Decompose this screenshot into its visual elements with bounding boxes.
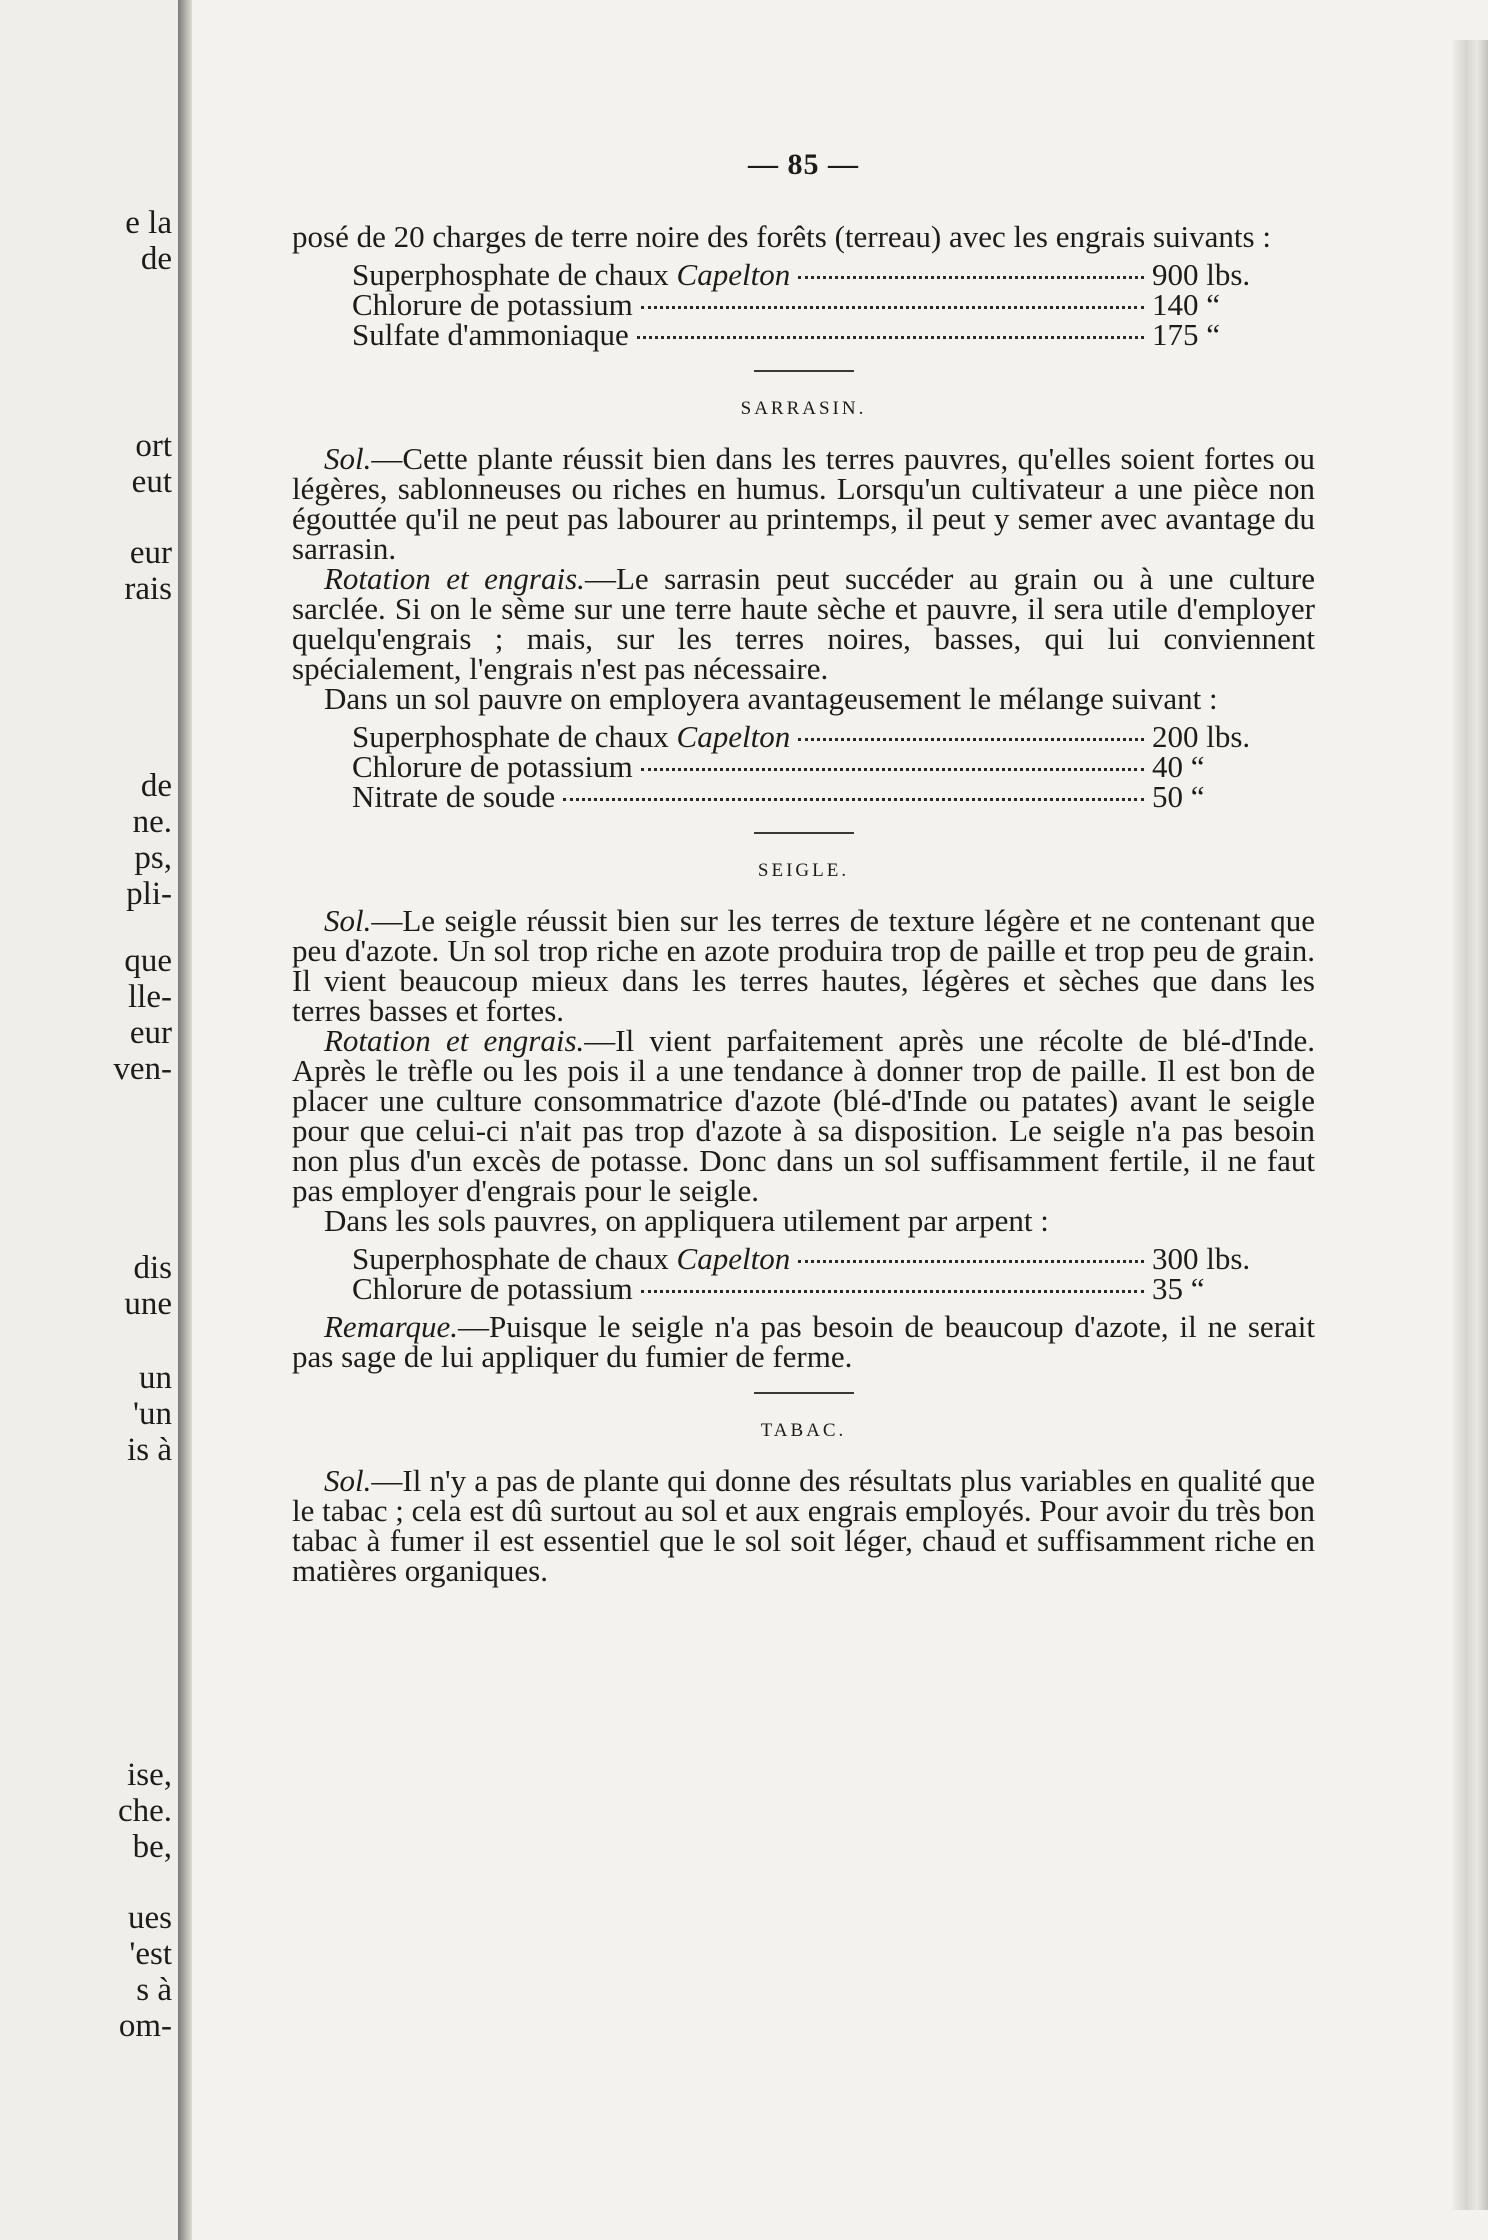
- left-page-fragment: pli-: [126, 876, 172, 912]
- section-divider: [754, 370, 854, 372]
- page-number: — 85 —: [748, 148, 859, 181]
- recipe-row: [352, 719, 1252, 754]
- section-title-sarrasin: SARRASIN.: [740, 398, 867, 419]
- left-page-fragment: be,: [132, 1829, 172, 1865]
- left-page-fragment: que: [124, 943, 172, 979]
- recipe-item-name: Chlorure de potassium: [352, 287, 633, 322]
- left-page-fragment: rais: [124, 571, 172, 607]
- recipe-item-name: Superphosphate de chaux Capelton: [352, 719, 791, 754]
- sarrasin-rotation-paragraph: Rotation et engrais.—Le sarrasin peut succéder au grain ou à une culture sarclée. Si on le sème sur une terre haute sèche et pauvre, il sera utile d'employer quelqu'engrais ; mais, sur les terres noires, basses, qui lui conviennent spécialement, l'engrais n'est pas nécessaire.: [292, 561, 1315, 686]
- leader-dots: [641, 1290, 1144, 1293]
- section-title-tabac: TABAC.: [760, 1420, 847, 1441]
- seigle-rotation-paragraph: Rotation et engrais.—Il vient parfaitement après une récolte de blé-d'Inde. Après le trèfle ou les pois il a une tendance à donner trop de paille. Il est bon de placer une culture consommatrice d'azote (blé-d'Inde ou patates) avant le seigle pour que celui-ci n'ait pas trop d'azote à sa disposition. Le seigle n'a pas besoin non plus d'un excès de potasse. Donc dans un sol suffisamment fertile, il ne faut pas employer d'engrais pour le seigle.: [292, 1023, 1316, 1208]
- seigle-remarque-paragraph: Remarque.—Puisque le seigle n'a pas besoin de beaucoup d'azote, il ne serait pas sage de lui appliquer du fumier de ferme.: [292, 1309, 1315, 1374]
- left-page-fragment: eur: [129, 1015, 172, 1051]
- intro-paragraph: posé de 20 charges de terre noire des forêts (terreau) avec les engrais suivants :: [292, 219, 1271, 254]
- leader-dots: [798, 738, 1144, 741]
- left-page-fragment: un: [139, 1360, 172, 1396]
- tabac-sol-paragraph: Sol.—Il n'y a pas de plante qui donne des résultats plus variables en qualité que le tabac ; cela est dû surtout au sol et aux engrais employés. Pour avoir du très bon tabac à fumer il est essentiel que le sol soit léger, chaud et suffisamment riche en matières organiques.: [292, 1463, 1315, 1588]
- left-page-fragment: ne.: [132, 804, 172, 840]
- left-page-fragment: dis: [133, 1250, 172, 1286]
- left-page-fragment: ise,: [127, 1757, 172, 1793]
- recipe-row: [352, 287, 1252, 322]
- recipe-item-quantity: 900 lbs.: [1152, 257, 1251, 292]
- recipe-item-quantity: 200 lbs.: [1152, 719, 1251, 754]
- recipe-item-quantity: 35 “: [1152, 1271, 1205, 1306]
- leader-dots: [563, 798, 1144, 801]
- left-page-fragment: 'est: [129, 1936, 172, 1972]
- left-page-fragment: is à: [127, 1432, 172, 1468]
- left-page-fragment: de: [140, 768, 172, 804]
- recipe-item-name: Sulfate d'ammoniaque: [352, 317, 629, 352]
- page-edge: [1452, 40, 1488, 2210]
- left-page-fragment: lle-: [128, 979, 172, 1015]
- leader-dots: [641, 768, 1144, 771]
- page-content: [292, 150, 1315, 1586]
- recipe-item-quantity: 300 lbs.: [1152, 1241, 1251, 1276]
- leader-dots: [798, 276, 1144, 279]
- recipe-item-quantity: 140 “: [1152, 287, 1221, 322]
- left-page-fragment: om-: [118, 2008, 172, 2044]
- recipe-item-quantity: 40 “: [1152, 749, 1205, 784]
- left-page-fragment: ort: [135, 428, 172, 464]
- recipe-row: [352, 779, 1252, 814]
- left-page-fragment: de: [140, 241, 172, 277]
- recipe-item-name: Superphosphate de chaux Capelton: [352, 1241, 791, 1276]
- left-facing-page: [0, 0, 178, 2240]
- recipe-row: [352, 257, 1252, 292]
- recipe-item-name: Chlorure de potassium: [352, 749, 633, 784]
- recipe-item-quantity: 50 “: [1152, 779, 1205, 814]
- recipe-row: [352, 749, 1252, 784]
- left-page-fragment: ps,: [134, 840, 172, 876]
- recipe-item-quantity: 175 “: [1152, 317, 1221, 352]
- book-gutter: [178, 0, 192, 2240]
- section-divider: [754, 1392, 854, 1394]
- fertilizer-recipe-1: [352, 257, 1315, 352]
- section-title-seigle: SEIGLE.: [757, 860, 850, 881]
- left-page-fragment: eur: [129, 535, 172, 571]
- right-page: [192, 0, 1488, 2240]
- section-divider: [754, 832, 854, 834]
- left-page-fragment: ven-: [113, 1051, 172, 1087]
- seigle-sol-paragraph: Sol.—Le seigle réussit bien sur les terres de texture légère et ne contenant que peu d'azote. Un sol trop riche en azote produira trop de paille et trop peu de grain. Il vient beaucoup mieux dans les terres hautes, légères et sèches que dans les terres basses et fortes.: [292, 903, 1315, 1028]
- seigle-poor-soil-paragraph: Dans les sols pauvres, on appliquera utilement par arpent :: [324, 1203, 1049, 1238]
- recipe-row: [352, 1271, 1252, 1306]
- fertilizer-recipe-3: [352, 1241, 1315, 1306]
- recipe-item-name: Nitrate de soude: [352, 779, 556, 814]
- leader-dots: [637, 336, 1144, 339]
- fertilizer-recipe-2: [352, 719, 1315, 814]
- left-page-fragment: eut: [131, 464, 172, 500]
- left-page-fragment: e la: [125, 205, 172, 241]
- leader-dots: [798, 1260, 1144, 1263]
- leader-dots: [641, 306, 1144, 309]
- left-page-fragment: une: [124, 1286, 172, 1322]
- sarrasin-mix-paragraph: Dans un sol pauvre on employera avantageusement le mélange suivant :: [324, 681, 1218, 716]
- left-page-fragment: 'un: [133, 1396, 172, 1432]
- left-page-fragment: che.: [117, 1793, 172, 1829]
- recipe-row: [352, 317, 1252, 352]
- sarrasin-sol-paragraph: Sol.—Cette plante réussit bien dans les terres pauvres, qu'elles soient fortes ou légères, sablonneuses ou riches en humus. Lorsqu'un cultivateur a une pièce non égouttée qu'il ne peut pas labourer au printemps, il peut y semer avec avantage du sarrasin.: [292, 441, 1315, 566]
- left-page-fragment: s à: [136, 1972, 172, 2008]
- left-page-fragment: ues: [128, 1900, 172, 1936]
- recipe-item-name: Chlorure de potassium: [352, 1271, 633, 1306]
- recipe-row: [352, 1241, 1252, 1276]
- recipe-item-name: Superphosphate de chaux Capelton: [352, 257, 791, 292]
